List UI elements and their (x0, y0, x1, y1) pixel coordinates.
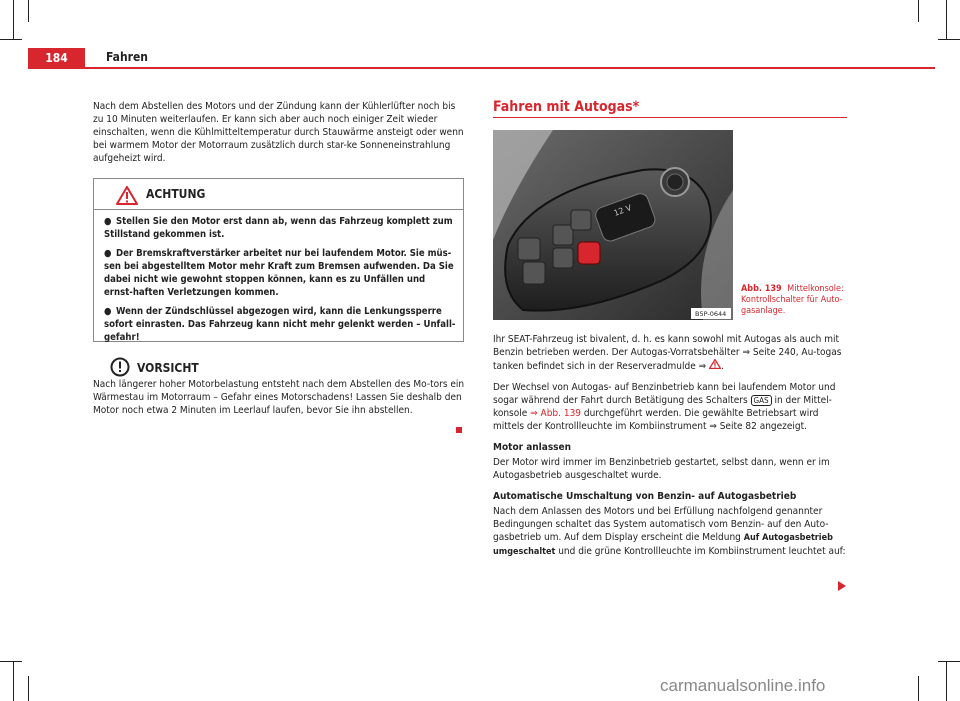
bullet: ● (104, 216, 112, 227)
crop-mark (0, 39, 22, 40)
caution-title: VORSICHT (137, 361, 199, 375)
gas-key: GAS (751, 395, 772, 406)
subheading-auto-switch: Automatische Umschaltung von Benzin- auf Autogasbetrieb (493, 491, 797, 502)
subheading-engine-start: Motor anlassen (493, 442, 572, 453)
paragraph-text: und die grüne Kontrollleuchte im Kombiinstrument leuchtet auf: (558, 546, 846, 557)
warning-header (94, 179, 463, 210)
page-number: 184 (28, 48, 85, 69)
crop-mark (0, 661, 22, 662)
paragraph-text: Der Wechsel von Autogas- auf Benzinbetrieb kann bei laufendem Motor und sogar während der Fahrt durch Betätigung des Schalters (493, 382, 836, 406)
crop-mark (13, 0, 14, 39)
intro-paragraph: Nach dem Abstellen des Motors und der Zündung kann der Kühlerlüfter noch bis zu 10 Minuten weiterlaufen. Er kann sich aber auch noch einiger Zeit wieder einschalten, wenn die Kühlmitteltemperatur durch Stauwärme ansteigt oder wenn bei warmem Motor der Motorraum zusätzlich durch star-ke Sonneneinstrahlung aufgeheizt wird. (93, 101, 464, 164)
warning-item (104, 305, 456, 344)
warning-item-text: Stellen Sie den Motor erst dann ab, wenn das Fahrzeug komplett zum Stillstand gekommen ist. (104, 216, 453, 240)
chapter-title: Fahren (106, 50, 148, 64)
caption-number: Abb. 139 (741, 284, 782, 294)
display-message: Auf Autogasbetrieb umgeschaltet (493, 533, 833, 557)
warning-box (93, 178, 464, 342)
crop-mark (918, 676, 919, 701)
paragraph-auto-switch (493, 505, 849, 559)
bullet: ● (104, 248, 112, 259)
paragraph-text: Ihr SEAT-Fahrzeug ist bivalent, d. h. es kann sowohl mit Autogas als auch mit Benzin betrieben werden. Der Autogas-Vorratsbehälter ⇒ Seite 240, Au-togas tanken befindet sich in der Reserveradmulde ⇒ (493, 334, 842, 372)
crop-mark (946, 0, 947, 39)
center-console-figure (493, 130, 733, 320)
caption-text: Mittelkonsole: Kontrollschalter für Auto-gasanlage. (741, 284, 844, 316)
continue-arrow-icon (837, 576, 847, 595)
socket-label: 12 V (612, 203, 633, 218)
paragraph-text: durchgeführt werden. Die gewählte Betriebsart wird mittels der Kontrollleuchte im Kombiinstrument ⇒ Seite 82 angezeigt. (493, 408, 819, 432)
paragraph-text: Nach dem Anlassen des Motors und bei Erfüllung nachfolgend genannter Bedingungen schaltet das System automatisch vom Benzin- auf den Auto-gasbetrieb um. Auf dem Display erscheint die Meldung (493, 506, 829, 543)
warning-title: ACHTUNG (146, 187, 206, 201)
crop-mark (28, 676, 29, 701)
caution-text-block (93, 378, 465, 417)
warning-item (104, 215, 456, 241)
figure-caption (741, 284, 856, 317)
caution-header (93, 357, 465, 377)
warning-list (104, 215, 456, 350)
paragraph-text: in der Mittel-konsole (493, 395, 832, 419)
warning-item-text: Der Bremskraftverstärker arbeitet nur bei laufendem Motor. Sie müs-sen bei abgestelltem Motor mehr Kraft zum Bremsen aufwenden. Da Sie dabei nicht wie gewohnt stoppen können, kann es zu Unfällen und ernst-haften Verletzungen kommen. (104, 248, 454, 298)
crop-mark (918, 0, 919, 22)
section-rule (493, 117, 847, 118)
paragraph-text: . (721, 361, 724, 372)
crop-mark (13, 661, 14, 701)
crop-mark (28, 0, 29, 22)
caution-text: Nach längerer hoher Motorbelastung entsteht nach dem Abstellen des Mo-tors ein Wärmestau im Motorraum – Gefahr eines Motorschadens! Lassen Sie deshalb den Motor noch etwa 2 Minuten im Leerlauf laufen, bevor Sie ihn abstellen. (93, 379, 465, 416)
left-column (93, 100, 465, 165)
warning-triangle-icon (116, 186, 138, 209)
right-column (493, 333, 849, 567)
section-end-marker (456, 427, 462, 433)
bullet: ● (104, 306, 112, 317)
warning-ref-icon[interactable] (709, 361, 721, 372)
warning-item (104, 247, 456, 299)
warning-item-text: Wenn der Zündschlüssel abgezogen wird, kann die Lenkungssperre sofort einrasten. Das Fahrzeug kann nicht mehr gelenkt werden – Unfall-gefahr! (104, 306, 456, 343)
crop-mark (938, 661, 960, 662)
figure-code: B5P-0644 (695, 310, 727, 318)
section-title: Fahren mit Autogas* (493, 99, 640, 115)
paragraph-switch (493, 381, 849, 433)
watermark: carmanualsonline.info (660, 676, 826, 695)
paragraph-bivalent (493, 333, 849, 373)
paragraph-engine-start: Der Motor wird immer im Benzinbetrieb gestartet, selbst dann, wenn er im Autogasbetrieb ausgeschaltet wurde. (493, 457, 830, 481)
header-rule (85, 67, 935, 69)
figure-reference-link[interactable]: ⇒ Abb. 139 (530, 408, 582, 419)
crop-mark (946, 661, 947, 701)
crop-mark (938, 39, 960, 40)
